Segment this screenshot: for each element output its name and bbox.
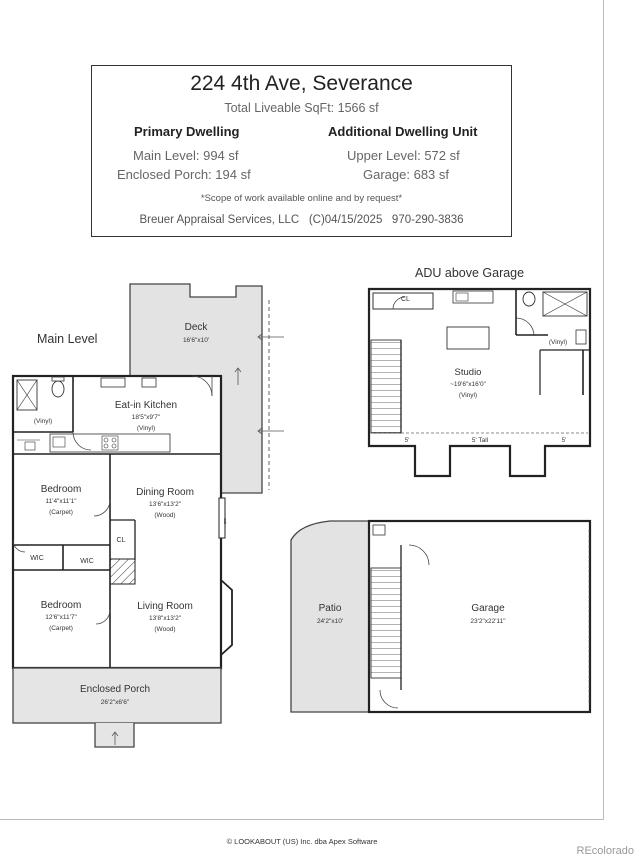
enclosed-porch [13, 668, 221, 747]
upper-level-sqft: Upper Level: 572 sf [347, 148, 460, 163]
studio-name: Studio [454, 367, 482, 378]
dining-name: Dining Room [136, 487, 194, 498]
living-name: Living Room [137, 601, 193, 612]
enclosed-porch-sqft: Enclosed Porch: 194 sf [117, 167, 251, 182]
main-level-label: Main Level [37, 332, 98, 346]
garage [369, 521, 590, 712]
bedroom2-name: Bedroom [40, 600, 82, 611]
wic1-label: WIC [30, 555, 44, 562]
adu-ceiling-left: 5' [404, 438, 410, 444]
kitchen-name: Eat-in Kitchen [114, 400, 178, 411]
dining-floor: (Wood) [154, 512, 176, 519]
bedroom1-dims: 11'4"x11'1" [45, 498, 77, 505]
dining-dims: 13'6"x13'2" [148, 501, 182, 508]
deck-name: Deck [184, 322, 208, 333]
adu-heading: Additional Dwelling Unit [328, 124, 478, 139]
main-closet-label: CL [116, 537, 126, 544]
patio [291, 521, 369, 712]
garage-dims: 23'2"x22'11" [470, 618, 506, 625]
bedroom2-floor: (Carpet) [49, 625, 73, 632]
kitchen-floor: (Vinyl) [136, 425, 156, 432]
svg-text:cab: cab [223, 518, 228, 525]
patio-name: Patio [318, 603, 342, 614]
living-floor: (Wood) [154, 626, 176, 633]
kitchen-dims: 18'5"x9'7" [131, 414, 161, 421]
porch-name: Enclosed Porch [79, 684, 151, 695]
adu-bath-floor: (Vinyl) [548, 339, 568, 346]
wic2-label: WIC [80, 558, 94, 565]
adu-ceiling-tall: 5' Tall [471, 437, 489, 444]
adu-closet-label: CL [401, 296, 410, 303]
studio-dims: ~19'6"x16'0" [450, 381, 486, 388]
adu-ceiling-right: 5' [561, 438, 567, 444]
bedroom2-dims: 12'6"x11'7" [45, 614, 77, 621]
garage-sqft: Garage: 683 sf [363, 167, 449, 182]
bedroom1-floor: (Carpet) [49, 509, 73, 516]
patio-dims: 24'2"x10' [316, 618, 344, 625]
property-address: 224 4th Ave, Severance [190, 72, 413, 95]
recolorado-watermark: REcolorado [576, 845, 634, 857]
scope-note: *Scope of work available online and by request* [200, 193, 403, 204]
main-level-sqft: Main Level: 994 sf [133, 148, 239, 163]
software-footer: © LOOKABOUT (US) Inc. dba Apex Software [226, 837, 378, 846]
bath-floor: (Vinyl) [33, 418, 53, 425]
porch-dims: 26'2"x6'6" [100, 699, 130, 706]
bedroom1-name: Bedroom [40, 484, 82, 495]
total-sqft: Total Liveable SqFt: 1566 sf [224, 101, 379, 115]
garage-name: Garage [471, 603, 505, 614]
adu-label: ADU above Garage [415, 266, 525, 280]
studio-floor: (Vinyl) [458, 392, 478, 399]
living-dims: 13'8"x13'2" [148, 615, 182, 622]
deck-dims: 16'6"x10' [182, 337, 210, 344]
primary-dwelling-heading: Primary Dwelling [134, 124, 240, 139]
appraiser-credit: Breuer Appraisal Services, LLC (C)04/15/2025 970-290-3836 [139, 214, 464, 226]
